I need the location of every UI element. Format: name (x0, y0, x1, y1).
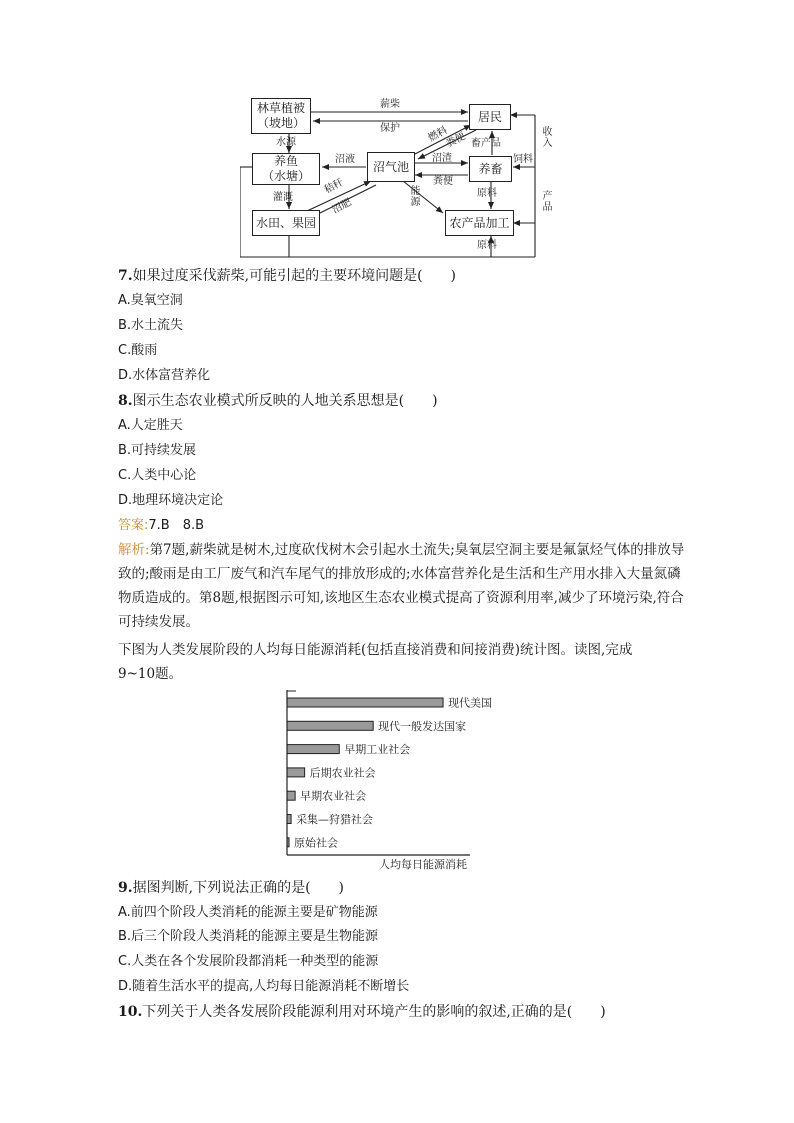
intro-line-2: 9~10题。 (118, 666, 183, 682)
q7-option-a[interactable]: A.臭氧空洞 (118, 293, 183, 308)
edge-straw: 秸秆 (322, 176, 346, 197)
q7-option-c[interactable]: C.酸雨 (118, 343, 158, 358)
edge-irrigation: 灌溉 (273, 192, 293, 203)
edge-manure: 粪便 (444, 130, 468, 151)
chart-bar-label: 现代一般发达国家 (378, 719, 467, 733)
edge-raw-material: 原料 (477, 188, 497, 199)
q8-option-c[interactable]: C.人类中心论 (118, 468, 197, 483)
analysis-label: 解析: (118, 542, 150, 558)
edge-biogas-residue: 沼渣 (432, 153, 452, 164)
question-9 (118, 878, 344, 898)
node-fish: 养鱼 （水塘） (252, 153, 320, 185)
edge-fuel: 燃料 (426, 124, 450, 145)
edge-feed: 饲料 (513, 154, 533, 165)
question-10 (118, 1002, 606, 1022)
q7-option-b[interactable]: B.水土流失 (118, 318, 184, 333)
chart-bar (287, 768, 305, 777)
intro-line-1: 下图为人类发展阶段的人均每日能源消耗(包括直接消费和间接消费)统计图。读图,完成 (118, 642, 633, 658)
chart-bar-label: 后期农业社会 (309, 766, 376, 780)
question-10-number: 10. (118, 1004, 143, 1020)
node-paddy: 水田、果园 (252, 210, 320, 236)
question-9-stem: 据图判断,下列说法正确的是( ) (132, 880, 344, 896)
q8-option-b[interactable]: B.可持续发展 (118, 443, 197, 458)
q8-option-a[interactable]: A.人定胜天 (118, 418, 183, 433)
chart-bar-label: 原始社会 (294, 836, 338, 850)
edge-feces: 粪便 (433, 176, 453, 187)
q9-option-c[interactable]: C.人类在各个发展阶段都消耗一种类型的能源 (118, 954, 379, 969)
answer-line (118, 517, 204, 535)
ecological-agriculture-diagram (240, 95, 560, 260)
question-7-number: 7. (118, 268, 133, 284)
edge-animal-products: 畜产品 (471, 138, 501, 149)
question-8-number: 8. (118, 393, 133, 409)
answer-text: 7.B 8.B (148, 518, 205, 533)
question-8 (118, 391, 438, 411)
chart-bar-label: 早期工业社会 (344, 743, 411, 757)
question-10-stem: 下列关于人类各发展阶段能源利用对环境产生的影响的叙述,正确的是( ) (142, 1004, 606, 1020)
chart-bar-label: 早期农业社会 (300, 789, 367, 803)
edge-protect: 保护 (380, 123, 400, 134)
chart-x-label: 人均每日能源消耗 (379, 858, 467, 871)
node-livestock: 养畜 (469, 156, 512, 182)
analysis-text: 第7题,薪柴就是树木,过度砍伐树木会引起水土流失;臭氧层空洞主要是氟氯烃气体的排放导致的;酸雨是由工厂废气和汽车尾气的排放形成的;水体富营养化是生活和生产用水排入大量氮磷物质造成的。第8题,根据图示可知,该地区生态农业模式提高了资源利用率,减少了环境污染,符合可持续发展。 (118, 542, 685, 630)
chart-bar (287, 791, 295, 800)
edge-products: 产品 (542, 191, 553, 213)
chart-bar (287, 815, 291, 824)
question-7-stem: 如果过度采伐薪柴,可能引起的主要环境问题是( ) (132, 268, 456, 284)
q9-option-d[interactable]: D.随着生活水平的提高,人均每日能源消耗不断增长 (118, 979, 410, 994)
node-biogas: 沼气池 (367, 152, 415, 182)
answer-label: 答案: (118, 518, 149, 533)
edge-water-source: 水源 (276, 137, 296, 148)
q9-option-b[interactable]: B.后三个阶段人类消耗的能源主要是生物能源 (118, 929, 379, 944)
edge-biogas-fertilizer: 沼肥 (330, 196, 354, 217)
q8-option-d[interactable]: D.地理环境决定论 (118, 493, 224, 508)
chart-bar-label: 采集—狩猎社会 (296, 813, 374, 826)
chart-bar (287, 721, 373, 730)
question-7 (118, 266, 456, 286)
edge-biogas-liquid: 沼液 (335, 154, 355, 165)
chart-bar-label: 现代美国 (448, 696, 493, 710)
edge-raw-material-bottom: 原料 (477, 240, 497, 251)
question-8-stem: 图示生态农业模式所反映的人地关系思想是( ) (132, 393, 438, 409)
node-forest: 林草植被 （坡地） (251, 98, 311, 134)
q7-option-d[interactable]: D.水体富营养化 (118, 368, 211, 383)
analysis-paragraph (118, 538, 688, 634)
node-residents: 居民 (469, 104, 511, 130)
question-9-number: 9. (118, 880, 133, 896)
chart-bar (287, 745, 339, 754)
node-processing: 农产品加工 (445, 210, 514, 236)
energy-consumption-chart (280, 688, 540, 873)
edge-energy: 能源 (410, 186, 421, 208)
edge-income: 收入 (542, 127, 553, 149)
chart-bar (287, 698, 443, 707)
q9-option-a[interactable]: A.前四个阶段人类消耗的能源主要是矿物能源 (118, 905, 378, 920)
edge-firewood: 薪柴 (380, 99, 400, 110)
